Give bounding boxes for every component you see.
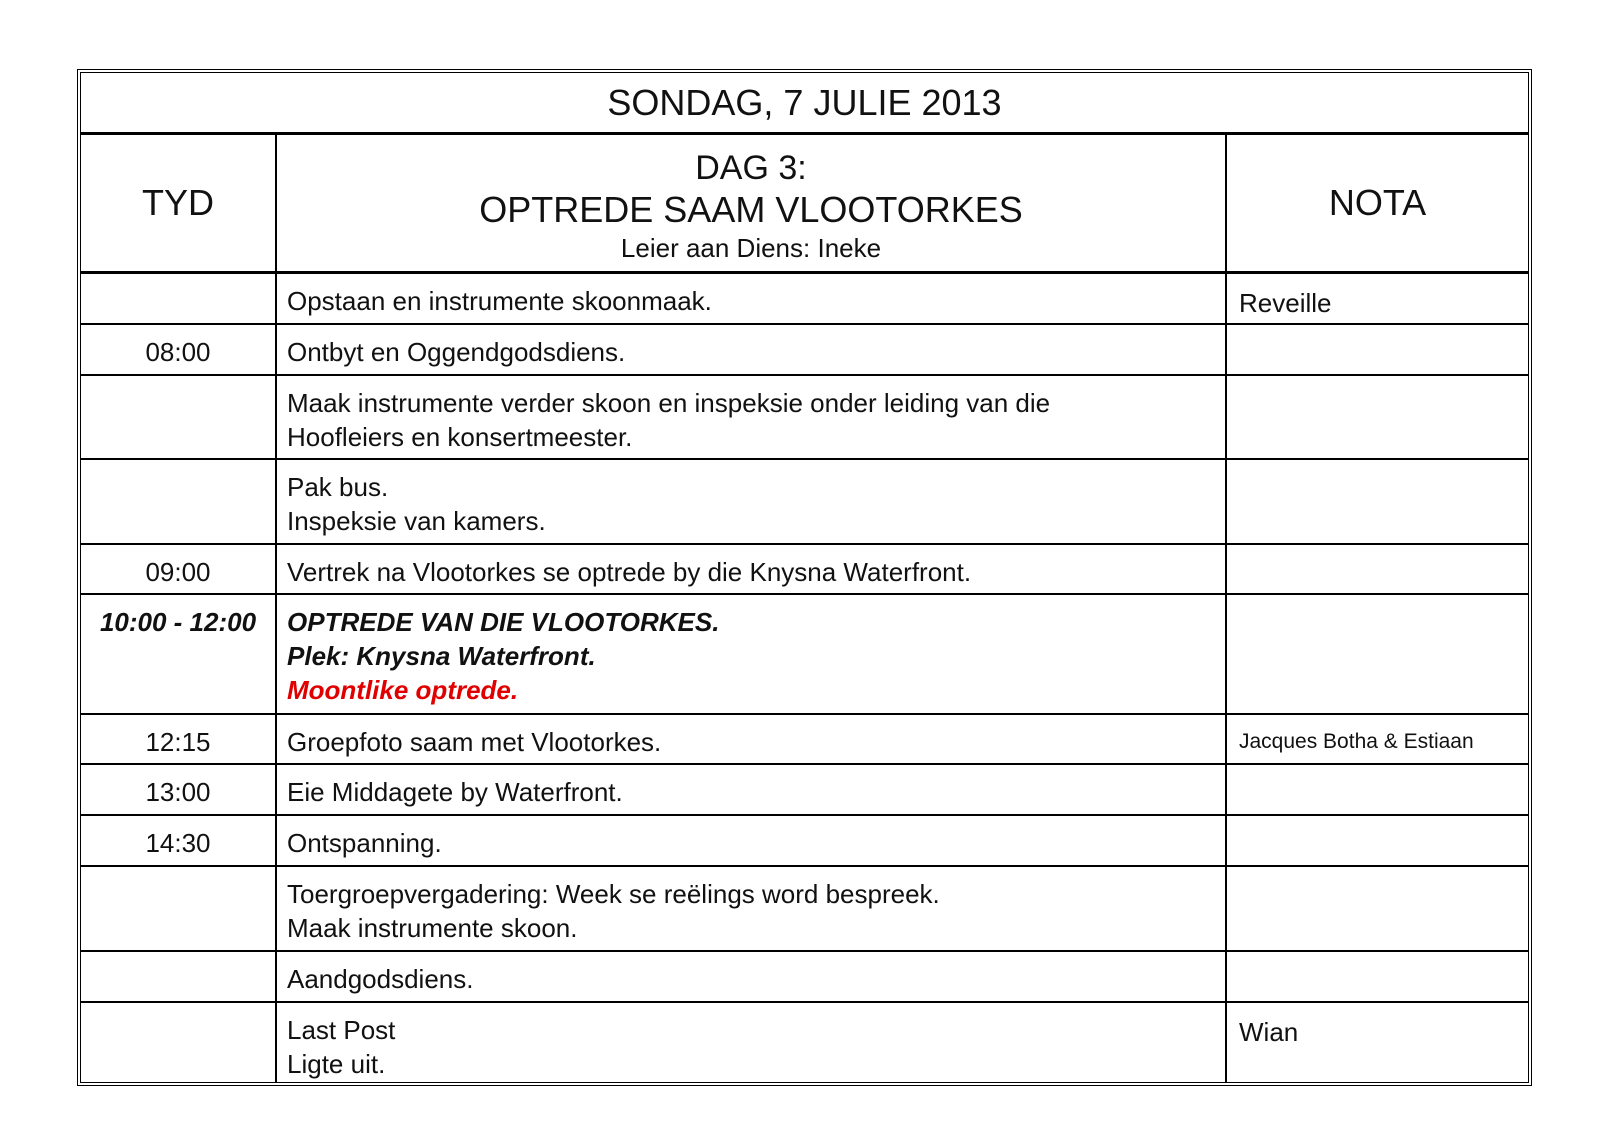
table-row (81, 714, 1528, 765)
day-label: DAG 3: (695, 149, 807, 188)
note-cell: Wian (1226, 1002, 1528, 1083)
table-row (81, 273, 1528, 324)
activity-line: Vertrek na Vlootorkes se optrede by die Knysna Waterfront. (287, 556, 972, 587)
activity-cell (276, 815, 1226, 866)
activity-line: Last Post (287, 1014, 396, 1045)
activity-cell (276, 544, 1226, 595)
time-column-header: TYD (81, 134, 276, 273)
activity-line: Groepfoto saam met Vlootorkes. (287, 726, 662, 757)
table-row (81, 951, 1528, 1002)
note-cell (1226, 544, 1528, 595)
header-row (81, 134, 1528, 273)
title-row (81, 73, 1528, 134)
activity-cell (276, 714, 1226, 765)
time-cell (81, 459, 276, 543)
note-cell (1226, 375, 1528, 459)
activity-cell (276, 594, 1226, 713)
note-cell (1226, 459, 1528, 543)
table-row (81, 815, 1528, 866)
activity-line: Ligte uit. (287, 1048, 386, 1079)
time-cell (81, 1002, 276, 1083)
activity-line: Toergroepvergadering: Week se reëlings word bespreek. (287, 879, 940, 910)
time-cell: 14:30 (81, 815, 276, 866)
activity-cell (276, 375, 1226, 459)
note-cell (1226, 324, 1528, 375)
activity-line: OPTREDE VAN DIE VLOOTORKES. (287, 607, 720, 638)
activity-line: Eie Middagete by Waterfront. (287, 777, 623, 808)
leader-on-duty: Leier aan Diens: Ineke (620, 233, 882, 264)
note-cell (1226, 764, 1528, 815)
note-cell: Jacques Botha & Estiaan (1226, 714, 1528, 765)
activity-line: Pak bus. (287, 472, 389, 503)
day-theme: OPTREDE SAAM VLOOTORKES (479, 189, 1023, 231)
possible-performance-note: Moontlike optrede. (287, 675, 519, 706)
table-row (81, 764, 1528, 815)
time-cell (81, 273, 276, 324)
day-header (276, 134, 1226, 273)
time-cell: 13:00 (81, 764, 276, 815)
table-row (81, 594, 1528, 713)
time-cell: 12:15 (81, 714, 276, 765)
note-cell (1226, 951, 1528, 1002)
table-row (81, 866, 1528, 950)
note-cell (1226, 594, 1528, 713)
activity-line: Ontspanning. (287, 828, 442, 859)
activity-cell (276, 764, 1226, 815)
activity-line: Maak instrumente verder skoon en inspeksie onder leiding van die (287, 387, 1051, 418)
date-title: SONDAG, 7 JULIE 2013 (81, 73, 1528, 134)
time-cell (81, 375, 276, 459)
activity-cell (276, 273, 1226, 324)
activity-line: Plek: Knysna Waterfront. (287, 641, 596, 672)
activity-cell (276, 951, 1226, 1002)
table-row (81, 324, 1528, 375)
schedule-frame (77, 69, 1532, 1086)
time-cell: 08:00 (81, 324, 276, 375)
table-row (81, 1002, 1528, 1083)
note-cell: Reveille (1226, 273, 1528, 324)
activity-cell (276, 1002, 1226, 1083)
time-cell: 10:00 - 12:00 (81, 594, 276, 713)
activity-cell (276, 459, 1226, 543)
note-column-header: NOTA (1226, 134, 1528, 273)
activity-line: Maak instrumente skoon. (287, 913, 578, 944)
activity-line: Aandgodsdiens. (287, 963, 474, 994)
activity-line: Ontbyt en Oggendgodsdiens. (287, 336, 626, 367)
table-row (81, 375, 1528, 459)
note-cell (1226, 866, 1528, 950)
time-cell (81, 866, 276, 950)
activity-cell (276, 324, 1226, 375)
time-cell (81, 951, 276, 1002)
activity-cell (276, 866, 1226, 950)
note-cell (1226, 815, 1528, 866)
time-cell: 09:00 (81, 544, 276, 595)
schedule-table (81, 73, 1528, 1082)
activity-line: Opstaan en instrumente skoonmaak. (287, 286, 712, 317)
table-row (81, 544, 1528, 595)
activity-line: Hoofleiers en konsertmeester. (287, 421, 633, 452)
table-row (81, 459, 1528, 543)
activity-line: Inspeksie van kamers. (287, 506, 546, 537)
